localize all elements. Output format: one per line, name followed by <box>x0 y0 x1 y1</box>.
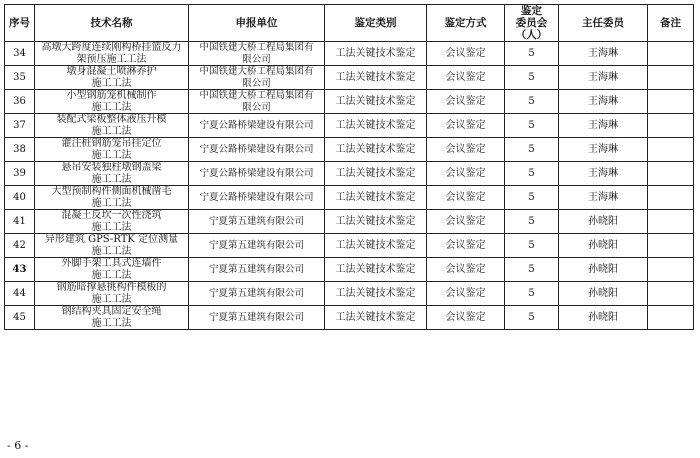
cell-unit-text: 中国铁建大桥工程局集团有 <box>199 90 314 101</box>
cell-category-text: 工法关键技术鉴定 <box>335 95 416 107</box>
cell-no <box>5 138 35 162</box>
cell-remark <box>648 90 694 114</box>
table-row <box>5 258 694 282</box>
cell-no-text: 40 <box>13 191 26 203</box>
cell-remark <box>648 234 694 258</box>
cell-experts <box>505 162 559 186</box>
cell-chair <box>559 234 648 258</box>
cell-name <box>35 186 189 210</box>
cell-name-text: 施工工法 <box>91 149 132 161</box>
cell-method-text: 会议鉴定 <box>445 167 486 179</box>
cell-unit <box>189 162 325 186</box>
cell-unit-text: 限公司 <box>242 53 271 65</box>
cell-unit <box>189 186 325 210</box>
cell-experts <box>505 90 559 114</box>
cell-no-text: 35 <box>13 71 26 83</box>
header-chair: 主任委员 <box>559 5 648 42</box>
cell-no-text: 44 <box>13 287 26 299</box>
page-number: - 6 - <box>7 439 29 452</box>
cell-no-text: 39 <box>13 167 26 179</box>
cell-category-text: 工法关键技术鉴定 <box>335 71 416 83</box>
cell-name-text: 施工工法 <box>91 269 132 281</box>
cell-category <box>325 186 427 210</box>
cell-remark <box>648 114 694 138</box>
cell-category <box>325 258 427 282</box>
cell-name-text: 外脚手架工具式连墙件 <box>61 258 162 269</box>
cell-no <box>5 234 35 258</box>
header-experts <box>505 5 559 42</box>
cell-unit-text: 宁夏第五建筑有限公司 <box>208 239 304 251</box>
cell-experts <box>505 282 559 306</box>
cell-category <box>325 162 427 186</box>
cell-method <box>427 210 505 234</box>
table-row <box>5 42 694 66</box>
cell-category <box>325 42 427 66</box>
cell-chair-text: 王海琳 <box>588 167 618 179</box>
cell-experts-text: 5 <box>528 215 535 227</box>
cell-remark <box>648 210 694 234</box>
cell-method-text: 会议鉴定 <box>445 215 486 227</box>
cell-chair <box>559 258 648 282</box>
table-row <box>5 138 694 162</box>
cell-category-text: 工法关键技术鉴定 <box>335 143 416 155</box>
table-row <box>5 210 694 234</box>
cell-no-text: 34 <box>13 47 26 59</box>
cell-unit-text: 宁夏公路桥梁建设有限公司 <box>199 143 314 155</box>
cell-name-text: 悬吊安装独柱墩钢盖梁 <box>61 162 162 173</box>
cell-name <box>35 258 189 282</box>
cell-no <box>5 114 35 138</box>
cell-name <box>35 114 189 138</box>
cell-no <box>5 258 35 282</box>
cell-method <box>427 306 505 330</box>
header-row <box>5 5 694 42</box>
cell-no-text: 43 <box>12 263 27 275</box>
cell-no <box>5 186 35 210</box>
cell-category <box>325 66 427 90</box>
cell-name-text: 钢筋暗撑悬挑构件模板的 <box>56 282 167 293</box>
cell-category-text: 工法关键技术鉴定 <box>335 167 416 179</box>
cell-category <box>325 90 427 114</box>
cell-method-text: 会议鉴定 <box>445 71 486 83</box>
cell-name-text: 架预压施工工法 <box>76 53 147 65</box>
cell-name-text: 施工工法 <box>91 125 132 137</box>
header-method: 鉴定方式 <box>427 5 505 42</box>
cell-name-text: 施工工法 <box>91 293 132 305</box>
cell-chair-text: 王海琳 <box>588 71 618 83</box>
cell-method-text: 会议鉴定 <box>445 311 486 323</box>
cell-unit-text: 宁夏公路桥梁建设有限公司 <box>199 119 314 131</box>
cell-unit-text: 宁夏公路桥梁建设有限公司 <box>199 191 314 203</box>
cell-name <box>35 282 189 306</box>
cell-method <box>427 66 505 90</box>
cell-chair <box>559 66 648 90</box>
cell-method <box>427 234 505 258</box>
cell-name-text: 钢结构夹具固定安全绳 <box>61 306 162 317</box>
cell-unit <box>189 66 325 90</box>
cell-category <box>325 138 427 162</box>
cell-method-text: 会议鉴定 <box>445 95 486 107</box>
cell-category-text: 工法关键技术鉴定 <box>335 119 416 131</box>
cell-no <box>5 210 35 234</box>
header-experts-line1: 鉴定 <box>521 5 542 17</box>
cell-name-text: 施工工法 <box>91 101 132 113</box>
header-no: 序号 <box>5 5 35 42</box>
cell-category-text: 工法关键技术鉴定 <box>335 287 416 299</box>
cell-experts-text: 5 <box>528 263 535 275</box>
cell-experts <box>505 234 559 258</box>
cell-experts-text: 5 <box>528 143 535 155</box>
cell-unit <box>189 282 325 306</box>
cell-name-text: 混凝土反坎一次性浇筑 <box>61 210 162 221</box>
cell-name <box>35 90 189 114</box>
table-row <box>5 90 694 114</box>
cell-unit-text: 宁夏公路桥梁建设有限公司 <box>199 167 314 179</box>
cell-chair-text: 王海琳 <box>588 47 618 59</box>
table-row <box>5 306 694 330</box>
cell-name-text: 施工工法 <box>91 77 132 89</box>
header-experts-line2: 委员会（人） <box>515 17 548 41</box>
cell-method <box>427 162 505 186</box>
cell-category <box>325 114 427 138</box>
cell-remark <box>648 282 694 306</box>
cell-chair <box>559 186 648 210</box>
cell-remark <box>648 42 694 66</box>
cell-category <box>325 282 427 306</box>
cell-method-text: 会议鉴定 <box>445 191 486 203</box>
cell-experts <box>505 186 559 210</box>
cell-experts-text: 5 <box>528 47 535 59</box>
table-row <box>5 66 694 90</box>
cell-remark <box>648 186 694 210</box>
appraisal-table <box>4 4 694 330</box>
cell-name <box>35 234 189 258</box>
cell-name-text: 灌注桩钢筋笼吊挂定位 <box>61 138 162 149</box>
cell-no-text: 36 <box>13 95 26 107</box>
cell-experts-text: 5 <box>528 239 535 251</box>
cell-name-text: 施工工法 <box>91 173 132 185</box>
cell-unit-text: 宁夏第五建筑有限公司 <box>208 215 304 227</box>
cell-experts <box>505 210 559 234</box>
cell-category-text: 工法关键技术鉴定 <box>335 239 416 251</box>
cell-unit-text: 中国铁建大桥工程局集团有 <box>199 42 314 53</box>
cell-method <box>427 42 505 66</box>
cell-category <box>325 234 427 258</box>
cell-chair-text: 孙晓阳 <box>588 239 618 251</box>
cell-category-text: 工法关键技术鉴定 <box>335 311 416 323</box>
cell-experts <box>505 66 559 90</box>
cell-no-text: 38 <box>13 143 26 155</box>
cell-category-text: 工法关键技术鉴定 <box>335 47 416 59</box>
cell-unit <box>189 210 325 234</box>
cell-remark <box>648 258 694 282</box>
cell-chair <box>559 162 648 186</box>
cell-experts-text: 5 <box>528 95 535 107</box>
cell-name-text: 大型预制构件侧面机械凿毛 <box>51 186 172 197</box>
cell-method-text: 会议鉴定 <box>445 47 486 59</box>
cell-unit-text: 限公司 <box>242 101 271 113</box>
cell-method <box>427 138 505 162</box>
cell-experts <box>505 42 559 66</box>
cell-no-text: 42 <box>13 239 26 251</box>
cell-name-text: 施工工法 <box>91 221 132 233</box>
cell-unit <box>189 138 325 162</box>
cell-unit <box>189 258 325 282</box>
cell-chair-text: 王海琳 <box>588 119 618 131</box>
cell-name <box>35 306 189 330</box>
cell-remark <box>648 66 694 90</box>
cell-remark <box>648 162 694 186</box>
cell-unit-text: 宁夏第五建筑有限公司 <box>208 311 304 323</box>
cell-method <box>427 90 505 114</box>
cell-unit <box>189 234 325 258</box>
cell-name-text: 施工工法 <box>91 197 132 209</box>
cell-unit <box>189 42 325 66</box>
cell-method-text: 会议鉴定 <box>445 287 486 299</box>
cell-name-text: 墩身混凝土喷淋养护 <box>66 66 157 77</box>
cell-category-text: 工法关键技术鉴定 <box>335 263 416 275</box>
header-category: 鉴定类别 <box>325 5 427 42</box>
cell-name-text: 施工工法 <box>91 245 132 257</box>
cell-no <box>5 306 35 330</box>
cell-no-text: 37 <box>13 119 26 131</box>
cell-no <box>5 66 35 90</box>
cell-method <box>427 258 505 282</box>
cell-no-text: 41 <box>13 215 26 227</box>
cell-remark <box>648 306 694 330</box>
cell-method <box>427 282 505 306</box>
cell-method-text: 会议鉴定 <box>445 239 486 251</box>
cell-category <box>325 210 427 234</box>
cell-name-text: 施工工法 <box>91 317 132 329</box>
cell-experts-text: 5 <box>528 71 535 83</box>
cell-experts-text: 5 <box>528 287 535 299</box>
table-row <box>5 162 694 186</box>
cell-name <box>35 42 189 66</box>
cell-chair <box>559 138 648 162</box>
cell-no <box>5 162 35 186</box>
header-name: 技术名称 <box>35 5 189 42</box>
cell-experts <box>505 138 559 162</box>
cell-chair-text: 王海琳 <box>588 95 618 107</box>
cell-chair <box>559 114 648 138</box>
table-row <box>5 114 694 138</box>
cell-experts <box>505 258 559 282</box>
cell-unit <box>189 306 325 330</box>
cell-experts <box>505 306 559 330</box>
cell-name-text: 装配式梁板整体液压升模 <box>56 114 167 125</box>
cell-chair-text: 孙晓阳 <box>588 311 618 323</box>
cell-category-text: 工法关键技术鉴定 <box>335 191 416 203</box>
cell-experts-text: 5 <box>528 119 535 131</box>
cell-unit-text: 中国铁建大桥工程局集团有 <box>199 66 314 77</box>
cell-category-text: 工法关键技术鉴定 <box>335 215 416 227</box>
cell-chair <box>559 282 648 306</box>
cell-method <box>427 114 505 138</box>
table-row <box>5 186 694 210</box>
cell-name <box>35 162 189 186</box>
cell-experts-text: 5 <box>528 311 535 323</box>
cell-experts-text: 5 <box>528 167 535 179</box>
cell-no <box>5 90 35 114</box>
cell-unit <box>189 114 325 138</box>
table-row <box>5 234 694 258</box>
cell-chair <box>559 306 648 330</box>
cell-name <box>35 138 189 162</box>
cell-no <box>5 282 35 306</box>
cell-name-text: 小型钢筋笼机械制作 <box>66 90 157 101</box>
cell-chair <box>559 210 648 234</box>
cell-no <box>5 42 35 66</box>
cell-method-text: 会议鉴定 <box>445 119 486 131</box>
cell-chair-text: 王海琳 <box>588 143 618 155</box>
cell-method <box>427 186 505 210</box>
cell-unit-text: 宁夏第五建筑有限公司 <box>208 287 304 299</box>
cell-experts <box>505 114 559 138</box>
cell-no-text: 45 <box>13 311 26 323</box>
cell-name-text: 高墩大跨度连续刚构桥挂篮反力 <box>41 42 182 53</box>
cell-name <box>35 66 189 90</box>
cell-chair-text: 孙晓阳 <box>588 287 618 299</box>
cell-chair-text: 孙晓阳 <box>588 215 618 227</box>
cell-category <box>325 306 427 330</box>
cell-remark <box>648 138 694 162</box>
cell-method-text: 会议鉴定 <box>445 143 486 155</box>
cell-unit-text: 宁夏第五建筑有限公司 <box>208 263 304 275</box>
cell-method-text: 会议鉴定 <box>445 263 486 275</box>
cell-chair <box>559 90 648 114</box>
header-unit: 申报单位 <box>189 5 325 42</box>
cell-unit <box>189 90 325 114</box>
cell-name <box>35 210 189 234</box>
cell-chair-text: 孙晓阳 <box>588 263 618 275</box>
cell-chair-text: 王海琳 <box>588 191 618 203</box>
cell-unit-text: 限公司 <box>242 77 271 89</box>
header-remark: 备注 <box>648 5 694 42</box>
cell-experts-text: 5 <box>528 191 535 203</box>
cell-chair <box>559 42 648 66</box>
cell-name-text: 异形建筑 GPS-RTK 定位测量 <box>44 234 179 245</box>
table-row <box>5 282 694 306</box>
